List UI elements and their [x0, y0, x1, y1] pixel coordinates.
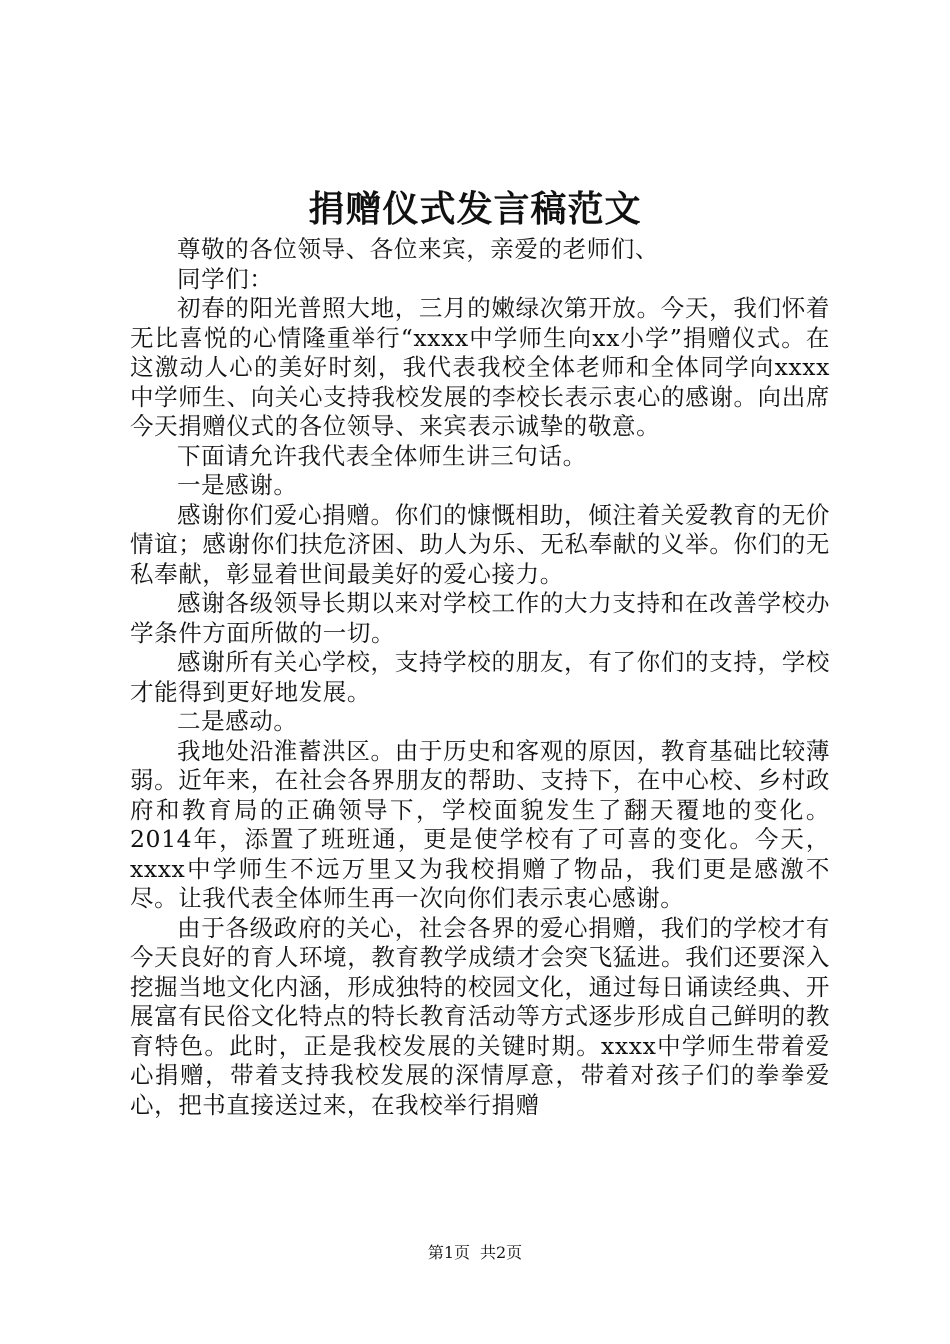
paragraph-intro-three-points: 下面请允许我代表全体师生讲三句话。 — [177, 441, 587, 470]
paragraph-school-history: 我地处沿淮蓄洪区。由于历史和客观的原因，教育基础比较薄弱。近年来，在社会各界朋友的帮助、支持下，在中心校、乡村政府和教育局的正确领导下，学校面貌发生了翻天覆地的变化。2014年，添置了班班通，更是使学校有了可喜的变化。今天，xxxx中学师生不远万里又为我校捐赠了物品，我们更是感激不尽。让我代表全体师生再一次向你们表示衷心感谢。 — [130, 736, 830, 912]
paragraph-thanks-donation: 感谢你们爱心捐赠。你们的慷慨相助，倾注着关爱教育的无价情谊；感谢你们扶危济困、助人为乐、无私奉献的义举。你们的无私奉献，彰显着世间最美好的爱心接力。 — [130, 500, 830, 588]
paragraph-salutation-2: 同学们： — [177, 264, 274, 293]
document-body — [130, 235, 830, 1120]
paragraph-thanks-friends: 感谢所有关心学校，支持学校的朋友，有了你们的支持，学校才能得到更好地发展。 — [130, 648, 830, 706]
page-number: 第1页 — [427, 1243, 470, 1262]
paragraph-thanks-leaders: 感谢各级领导长期以来对学校工作的大力支持和在改善学校办学条件方面所做的一切。 — [130, 589, 830, 647]
paragraph-salutation-1: 尊敬的各位领导、各位来宾，亲爱的老师们、 — [177, 235, 659, 263]
paragraph-opening: 初春的阳光普照大地，三月的嫩绿次第开放。今天，我们怀着无比喜悦的心情隆重举行“xxxx中学师生向xx小学”捐赠仪式。在这激动人心的美好时刻，我代表我校全体老师和全体同学向xxxx中学师生、向关心支持我校发展的李校长表示衷心的感谢。向出席今天捐赠仪式的各位领导、来宾表示诚挚的敬意。 — [130, 294, 830, 440]
paragraph-school-development: 由于各级政府的关心，社会各界的爱心捐赠，我们的学校才有今天良好的育人环境，教育教学成绩才会突飞猛进。我们还要深入挖掘当地文化内涵，形成独特的校园文化，通过每日诵读经典、开展富有民俗文化特点的特长教育活动等方式逐步形成自己鲜明的教育特色。此时，正是我校发展的关键时期。xxxx中学师生带着爱心捐赠，带着支持我校发展的深情厚意，带着对孩子们的拳拳爱心，把书直接送过来，在我校举行捐赠 — [130, 913, 830, 1119]
page-total: 共2页 — [480, 1243, 523, 1262]
document-title: 捐赠仪式发言稿范文 — [308, 188, 642, 230]
paragraph-heading-thanks: 一是感谢。 — [177, 471, 298, 499]
page-footer — [0, 1242, 950, 1264]
paragraph-heading-moved: 二是感动。 — [177, 707, 298, 735]
